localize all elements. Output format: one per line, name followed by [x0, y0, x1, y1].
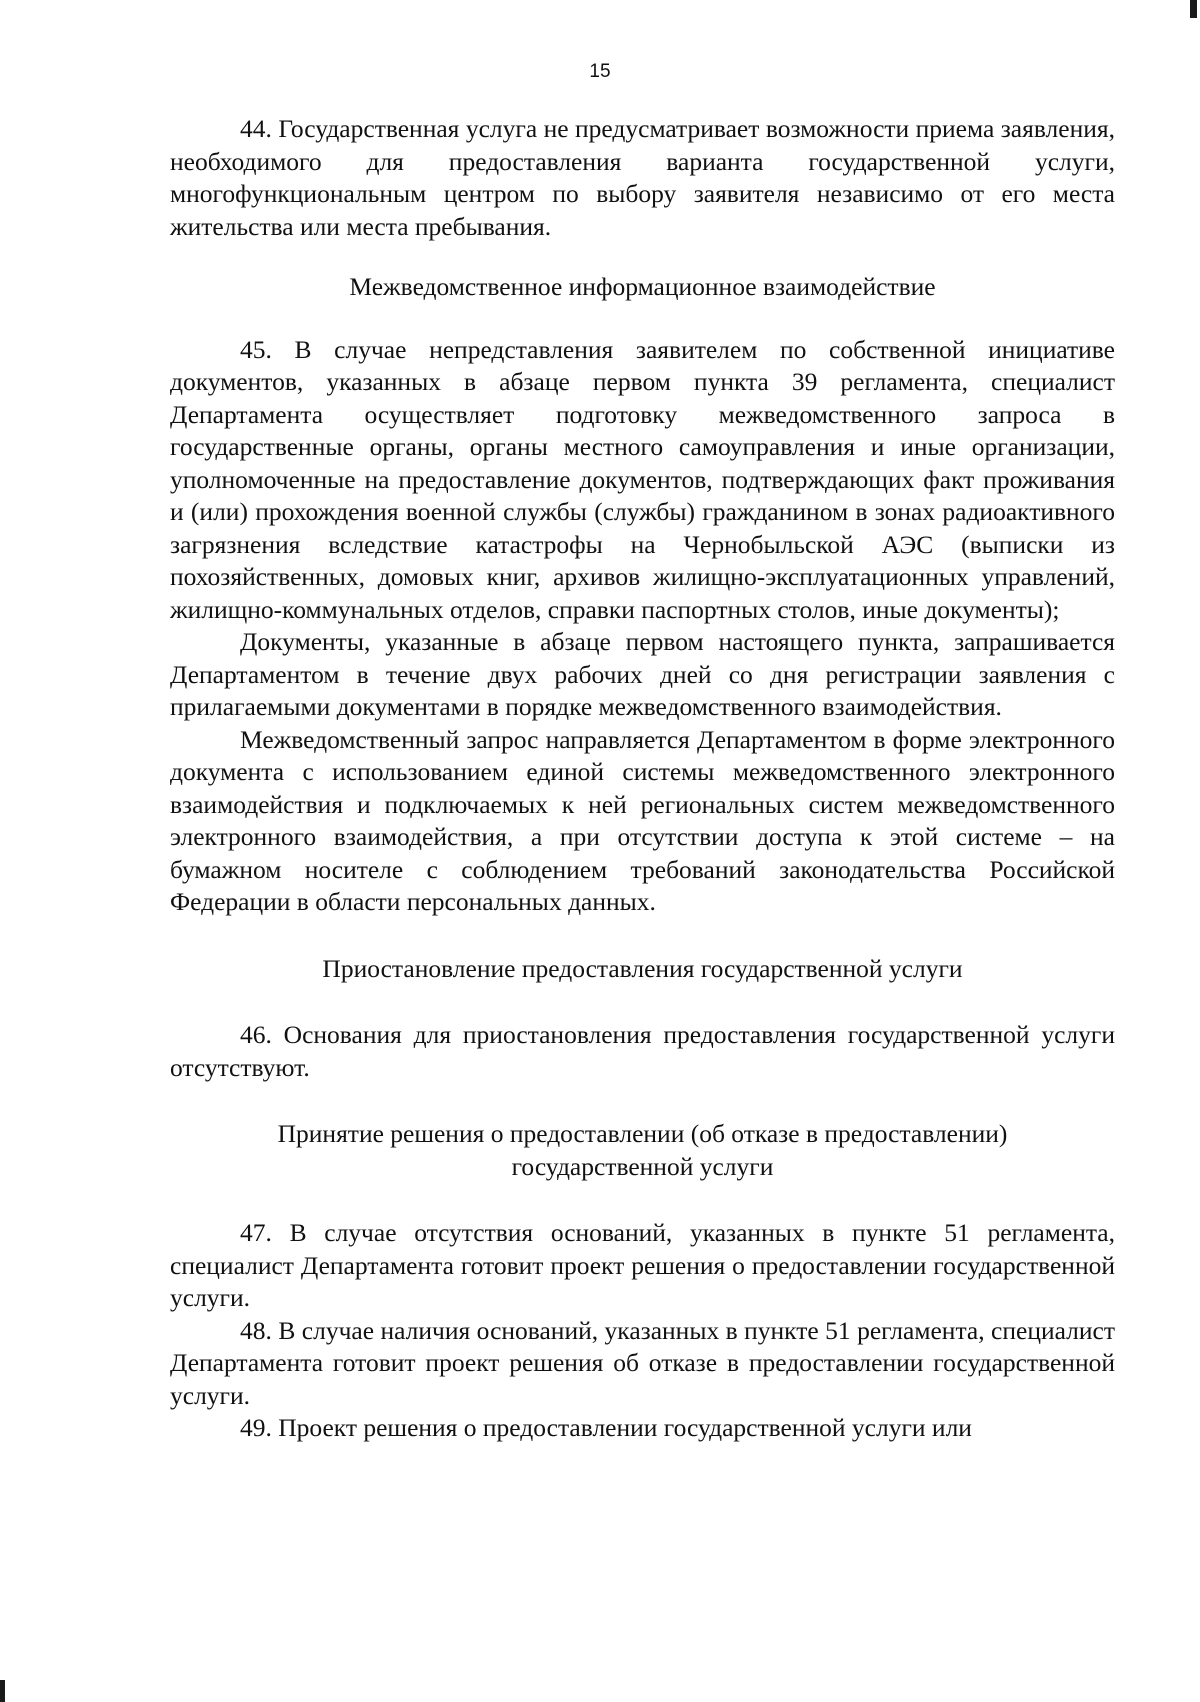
- section-heading-decision: [170, 1118, 1115, 1183]
- scan-corner-mark-top-right: [1190, 0, 1197, 18]
- paragraph-49: 49. Проект решения о предоставлении государственной услуги или: [240, 1413, 972, 1442]
- paragraph-45-documents: Документы, указанные в абзаце первом настоящего пункта, запрашивается Департаментом в течение двух рабочих дней со дня регистрации заявления с прилагаемыми документами в порядке межведомственного взаимодействия.: [170, 627, 1115, 721]
- paragraph-47: 47. В случае отсутствия оснований, указанных в пункте 51 регламента, специалист Департамента готовит проект решения о предоставлении государственной услуги.: [170, 1218, 1115, 1312]
- paragraph-48: 48. В случае наличия оснований, указанных в пункте 51 регламента, специалист Департамента готовит проект решения об отказе в предоставлении государственной услуги.: [170, 1315, 1115, 1410]
- section-heading-suspension: Приостановление предоставления государственной услуги: [322, 953, 963, 983]
- paragraph-46: 46. Основания для приостановления предоставления государственной услуги отсутствуют.: [170, 1020, 1115, 1082]
- scan-corner-mark-bottom-left: [0, 1680, 5, 1702]
- paragraph-45-request: Межведомственный запрос направляется Департаментом в форме электронного документа с использованием единой системы межведомственного электронного взаимодействия и подключаемых к ней региональных систем межведомственного электронного взаимодействия, а при отсутствии доступа к этой системе – на бумажном носителе с соблюдением требований законодательства Российской Федерации в области персональных данных.: [170, 724, 1115, 916]
- section-heading-interagency: Межведомственное информационное взаимодействие: [349, 272, 936, 301]
- document-body: [170, 113, 1115, 1445]
- section-heading-decision-line-2: государственной услуги: [511, 1151, 774, 1181]
- section-heading-decision-line-1: Принятие решения о предоставлении (об отказе в предоставлении): [277, 1119, 1008, 1148]
- paragraph-44: 44. Государственная услуга не предусматривает возможности приема заявления, необходимого для предоставления варианта государственной услуги, многофункциональным центром по выбору заявителя независимо от его места жительства или места пребывания.: [170, 114, 1115, 241]
- page-number: 15: [589, 61, 611, 82]
- paragraph-45: 45. В случае непредставления заявителем по собственной инициативе документов, указанных в абзаце первом пункта 39 регламента, специалист Департамента осуществляет подготовку межведомственного запроса в государственные органы, органы местного самоуправления и иные организации, уполномоченные на предоставление документов, подтверждающих факт проживания и (или) прохождения военной службы (службы) гражданином в зонах радиоактивного загрязнения вследствие катастрофы на Чернобыльской АЭС (выписки из похозяйственных, домовых книг, архивов жилищно-эксплуатационных управлений, жилищно-коммунальных отделов, справки паспортных столов, иные документы);: [170, 334, 1115, 624]
